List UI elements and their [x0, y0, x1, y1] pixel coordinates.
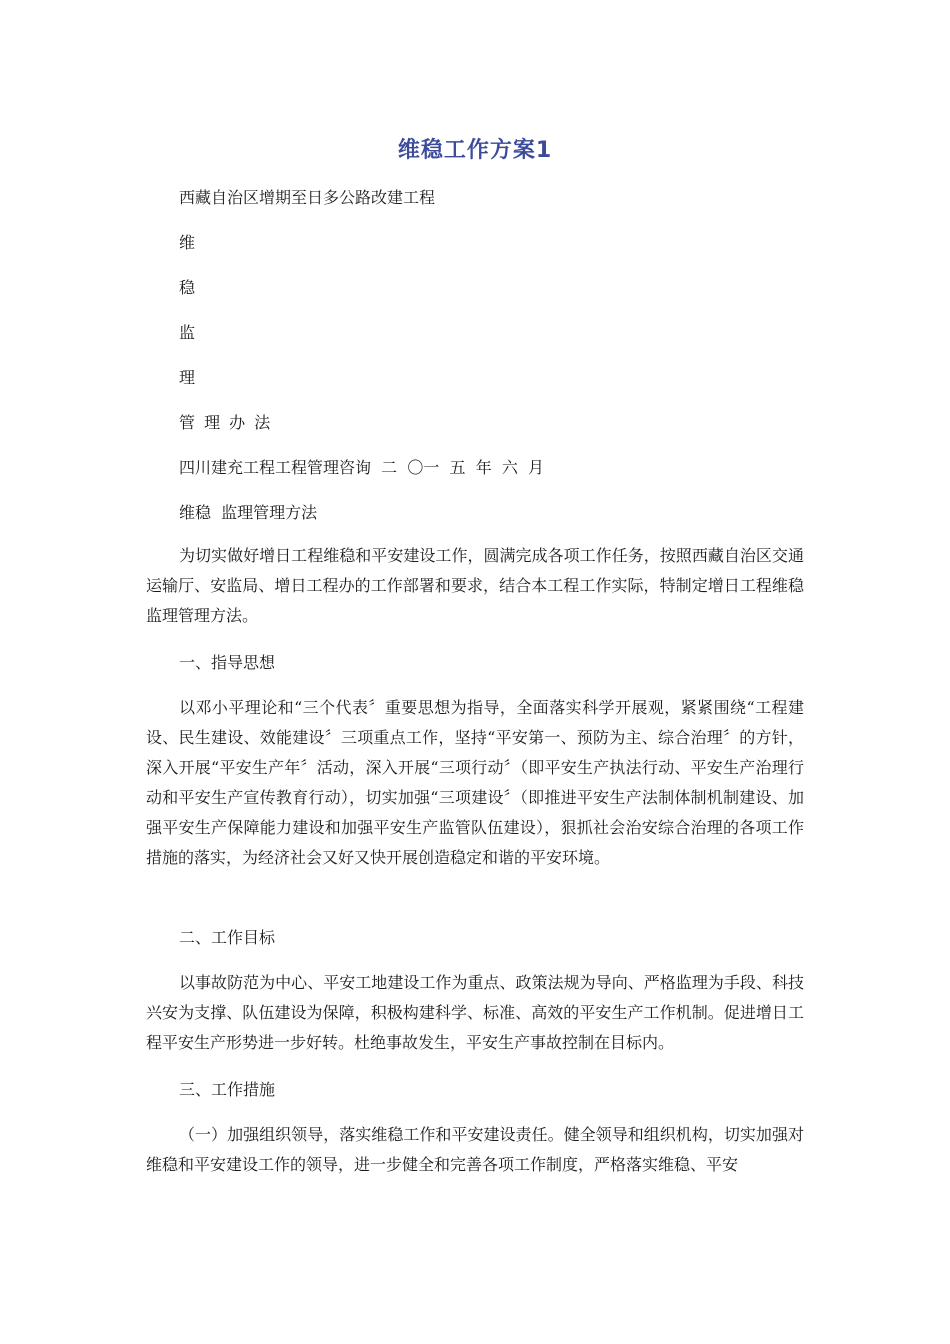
intro-paragraph: 为切实做好增日工程维稳和平安建设工作，圆满完成各项工作任务，按照西藏自治区交通运输厅、安监局、增日工程办的工作部署和要求，结合本工程工作实际，特制定增日工程维稳监理管理方法。: [146, 546, 804, 625]
section-heading: 一、指导思想: [179, 653, 276, 672]
vertical-char-3: 监: [179, 323, 196, 342]
section-heading: 二、工作目标: [179, 928, 276, 947]
vertical-char-1: 维: [179, 233, 196, 252]
vertical-char-4: 理: [179, 368, 196, 387]
section-body: （一）加强组织领导，落实维稳工作和平安建设责任。健全领导和组织机构，切实加强对维稳和平安建设工作的领导，进一步健全和完善各项工作制度，严格落实维稳、平安: [146, 1125, 804, 1174]
vertical-char-2: 稳: [179, 278, 196, 297]
document-title: 维稳工作方案1: [397, 138, 553, 163]
subtitle: 维稳 监理管理方法: [179, 503, 318, 522]
organization-date: 四川建充工程工程管理咨询 二 〇一 五 年 六 月: [179, 458, 545, 477]
method-title: 管 理 办 法: [179, 413, 273, 432]
section-body: 以事故防范为中心、平安工地建设工作为重点、政策法规为导向、严格监理为手段、科技兴安为支撑、队伍建设为保障，积极构建科学、标准、高效的平安生产工作机制。促进增日工程平安生产形势进一步好转。杜绝事故发生，平安生产事故控制在目标内。: [146, 973, 804, 1052]
project-name: 西藏自治区增期至日多公路改建工程: [179, 188, 436, 207]
section-body: 以邓小平理论和“三个代表〞重要思想为指导，全面落实科学开展观，紧紧围绕“工程建设、民生建设、效能建设〞三项重点工作，坚持“平安第一、预防为主、综合治理〞的方针，深入开展“平安生产年〞活动，深入开展“三项行动〞（即平安生产执法行动、平安生产治理行动和平安生产宣传教育行动），切实加强“三项建设〞（即推进平安生产法制体制机制建设、加强平安生产保障能力建设和加强平安生产监管队伍建设），狠抓社会治安综合治理的各项工作措施的落实，为经济社会又好又快开展创造稳定和谐的平安环境。: [146, 698, 804, 867]
section-heading: 三、工作措施: [179, 1080, 276, 1099]
